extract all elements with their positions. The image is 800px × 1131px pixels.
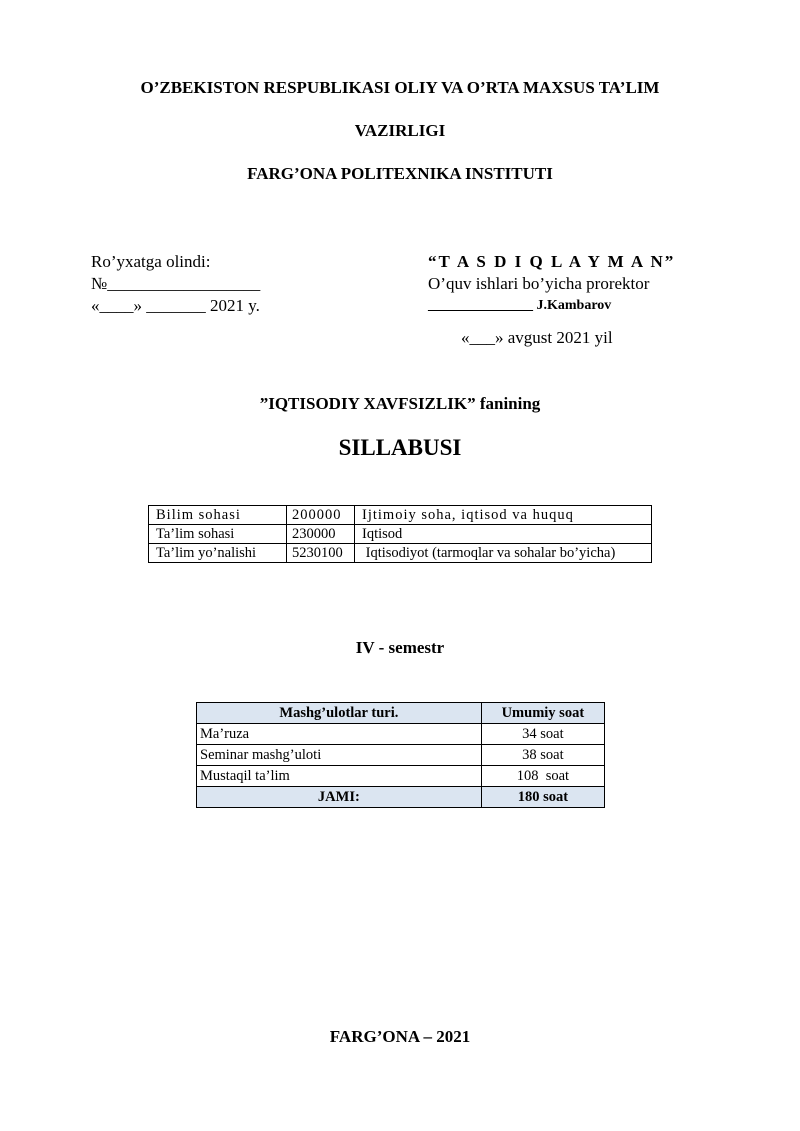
table-cell: 108 soat: [481, 766, 604, 787]
ministry-line-2: VAZIRLIGI: [354, 121, 446, 140]
table-header-row: [197, 703, 605, 724]
table-row: [197, 745, 605, 766]
approval-position: O’quv ishlari bo’yicha prorektor: [428, 274, 650, 293]
column-header: Mashg’ulotlar turi.: [197, 703, 482, 724]
table-cell: 200000: [287, 506, 355, 525]
table-cell: 34 soat: [481, 724, 604, 745]
table-cell: Seminar mashg’uloti: [197, 745, 482, 766]
total-hours: 180 soat: [481, 787, 604, 808]
total-label: JAMI:: [197, 787, 482, 808]
table-cell: Iqtisod: [355, 525, 652, 544]
approver-name: J.Kambarov: [536, 298, 612, 313]
registration-block: [91, 251, 260, 317]
document-type: SILLABUSI: [338, 435, 462, 460]
table-total-row: [197, 787, 605, 808]
table-cell: Ma’ruza: [197, 724, 482, 745]
table-cell: 38 soat: [481, 745, 604, 766]
table-cell: Mustaqil ta’lim: [197, 766, 482, 787]
institute-name: FARG’ONA POLITEXNIKA INSTITUTI: [247, 164, 553, 183]
approval-block: [428, 251, 675, 317]
table-row: [197, 766, 605, 787]
registration-label: Ro’yxatga olindi:: [91, 252, 211, 271]
registration-number: №__________________: [91, 274, 261, 293]
signature-line: _______________: [428, 298, 533, 313]
table-row: [197, 724, 605, 745]
registration-date: «____» _______ 2021 y.: [91, 296, 260, 315]
ministry-line-1: O’ZBEKISTON RESPUBLIKASI OLIY VA O’RTA MAXSUS TA’LIM: [140, 78, 660, 97]
table-cell: Ta’lim sohasi: [149, 525, 287, 544]
table-row: [149, 544, 652, 563]
subject-title: ”IQTISODIY XAVFSIZLIK” fanining: [259, 394, 541, 413]
approval-date: «___» avgust 2021 yil: [461, 328, 613, 347]
table-row: [149, 506, 652, 525]
approval-title: “T A S D I Q L A Y M A N”: [428, 252, 676, 271]
info-table: [148, 505, 652, 563]
table-row: [149, 525, 652, 544]
footer-city-year: FARG’ONA – 2021: [329, 1027, 471, 1046]
table-cell: Ta’lim yo’nalishi: [149, 544, 287, 563]
column-header: Umumiy soat: [481, 703, 604, 724]
table-cell: Ijtimoiy soha, iqtisod va huquq: [355, 506, 652, 525]
hours-table: [196, 702, 605, 808]
approval-signature: [428, 295, 675, 317]
table-cell: 5230100: [287, 544, 355, 563]
table-cell: Bilim sohasi: [149, 506, 287, 525]
table-cell: Iqtisodiyot (tarmoqlar va sohalar bo’yicha): [355, 544, 652, 563]
semester-label: IV - semestr: [355, 638, 445, 657]
table-cell: 230000: [287, 525, 355, 544]
